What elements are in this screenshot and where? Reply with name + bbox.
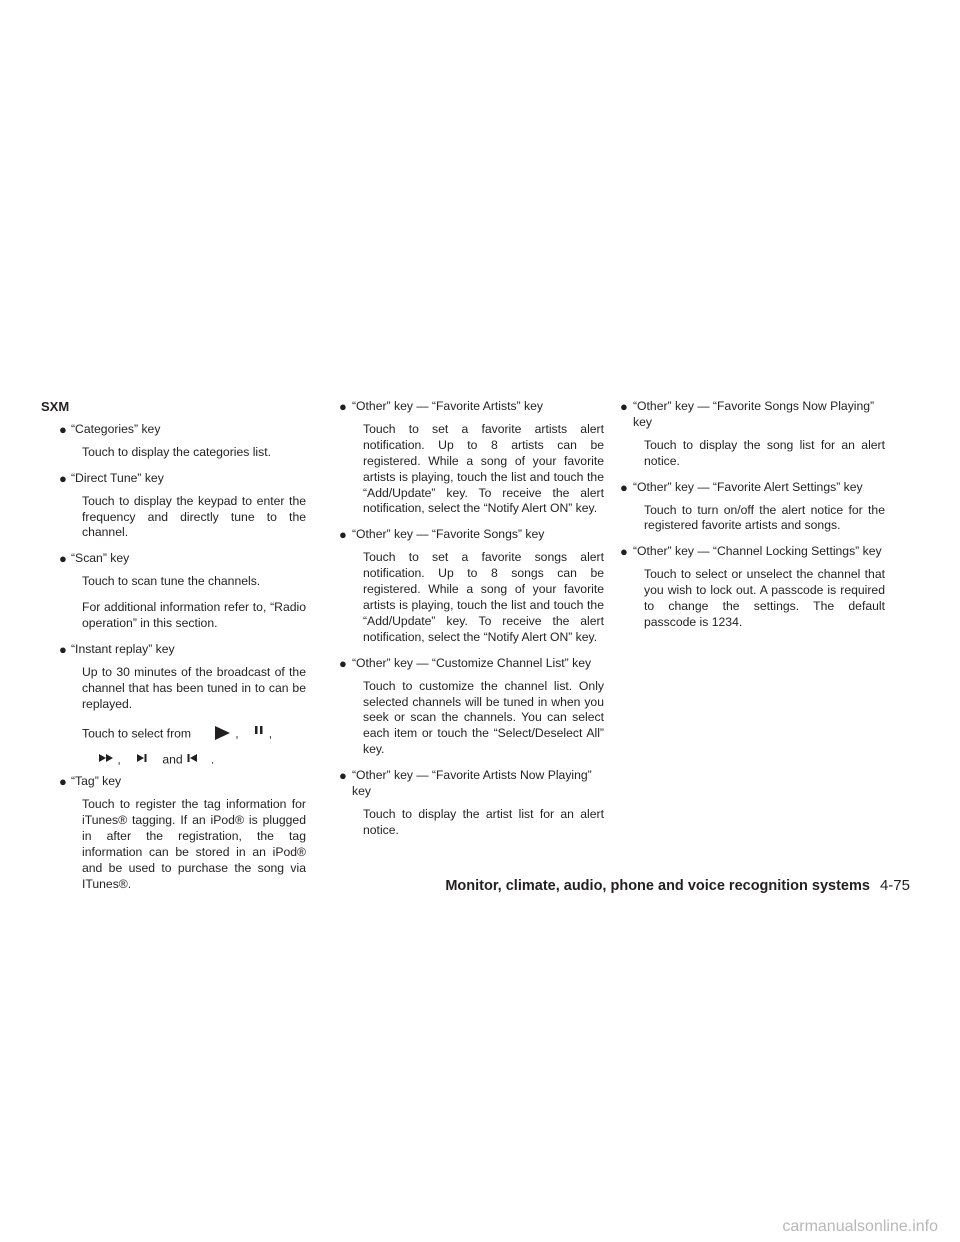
list-item: [620, 480, 885, 535]
bullet-icon: ●: [59, 470, 67, 486]
page-number: 4-75: [879, 877, 910, 894]
item-description: Touch to display the categories list.: [82, 444, 272, 459]
comma: ,: [268, 726, 273, 741]
item-title: “Other” key — “Channel Locking Settings” key: [633, 544, 882, 559]
bullet-icon: ●: [59, 551, 67, 567]
bullet-icon: ●: [339, 527, 347, 543]
bullet-icon: ●: [339, 655, 347, 671]
item-description: Touch to register the tag information for iTunes® tagging. If an iPod® is plugged in after the registration, the tag information can be stored in an iPod® and be used to purchase the song via ITunes®.: [82, 797, 306, 891]
item-title: “Categories” key: [71, 421, 161, 436]
item-title: “Direct Tune” key: [71, 470, 164, 485]
column-3: [620, 399, 885, 641]
item-description: Touch to set a favorite artists alert notification. Up to 8 artists can be registered. While a song of your favorite artists is playing, touch the list and touch the “Add/Update” key. To receive the alert notification, select the “Notify Alert ON” key.: [363, 421, 604, 516]
list-item: [339, 656, 604, 758]
column-1: [41, 399, 306, 903]
fast-forward-icon: [98, 752, 114, 769]
list-item: [339, 768, 604, 839]
item-title: “Other” key — “Favorite Artists” key: [352, 399, 543, 413]
item-title: “Other” key — “Favorite Artists Now Playing” key: [352, 768, 592, 799]
section-heading: SXM: [41, 399, 70, 414]
item-title: “Other” key — “Favorite Songs” key: [352, 527, 545, 542]
item-description: Touch to scan tune the channels.: [82, 574, 261, 589]
controls-and: and: [162, 752, 183, 767]
controls-line-2: [71, 752, 306, 769]
list-item: [620, 544, 885, 631]
item-description: Touch to select or unselect the channel that you wish to lock out. A passcode is required to change the settings. The default passcode is 1234.: [644, 567, 885, 629]
list-item: [41, 774, 306, 892]
bullet-icon: ●: [59, 641, 67, 657]
pause-icon: [253, 725, 265, 744]
bullet-icon: ●: [620, 399, 628, 414]
bullet-icon: ●: [339, 768, 347, 784]
item-title: “Tag” key: [71, 774, 122, 789]
bullet-icon: ●: [339, 399, 347, 414]
item-description: Touch to customize the channel list. Only selected channels will be tuned in when you seek or scan the channels. You can select each item or touch the “Select/Deselect All” key.: [363, 678, 604, 757]
item-description: Touch to display the artist list for an alert notice.: [363, 806, 604, 837]
comma: ,: [235, 726, 239, 741]
bullet-icon: ●: [620, 479, 628, 495]
chapter-title: Monitor, climate, audio, phone and voice recognition systems: [445, 878, 870, 894]
item-title: “Scan” key: [71, 551, 130, 566]
item-title: “Other” key — “Favorite Songs Now Playing” key: [633, 399, 875, 429]
page-footer: [445, 877, 910, 894]
item-title: “Instant replay” key: [71, 641, 175, 656]
item-description: Touch to turn on/off the alert notice for the registered favorite artists and songs.: [644, 502, 885, 533]
bullet-icon: ●: [59, 421, 67, 437]
list-item: [41, 422, 306, 461]
item-title: “Other” key — “Customize Channel List” key: [352, 655, 592, 670]
list-item: [41, 642, 306, 768]
list-item: [339, 527, 604, 645]
item-description: For additional information refer to, “Radio operation” in this section.: [82, 600, 306, 631]
item-description: Touch to set a favorite songs alert notification. Up to 8 songs can be registered. While a song of your favorite artists is playing, touch the list and touch the “Add/Update” key. To receive the alert notification, select the “Notify Alert ON” key.: [363, 550, 604, 644]
item-description: Up to 30 minutes of the broadcast of the channel that has been tuned in to can be replayed.: [82, 664, 306, 711]
controls-prefix: Touch to select from: [82, 726, 192, 741]
list-item: [339, 399, 604, 517]
list-item: [41, 551, 306, 632]
item-description: Touch to display the keypad to enter the frequency and directly tune to the channel.: [82, 493, 306, 540]
column-2: [339, 399, 604, 849]
item-title: “Other” key — “Favorite Alert Settings” key: [633, 479, 863, 494]
watermark[interactable]: carmanualsonline.info: [782, 1218, 938, 1235]
controls-line-1: [71, 723, 306, 746]
list-item: [41, 471, 306, 542]
play-icon: [212, 723, 232, 746]
bullet-icon: ●: [59, 774, 67, 790]
bullet-icon: ●: [620, 544, 628, 560]
skip-next-icon: [136, 752, 148, 769]
item-description: Touch to display the song list for an alert notice.: [644, 437, 885, 468]
period: .: [210, 752, 215, 767]
list-item: [620, 399, 885, 470]
comma: ,: [117, 752, 121, 767]
skip-previous-icon: [186, 752, 198, 769]
